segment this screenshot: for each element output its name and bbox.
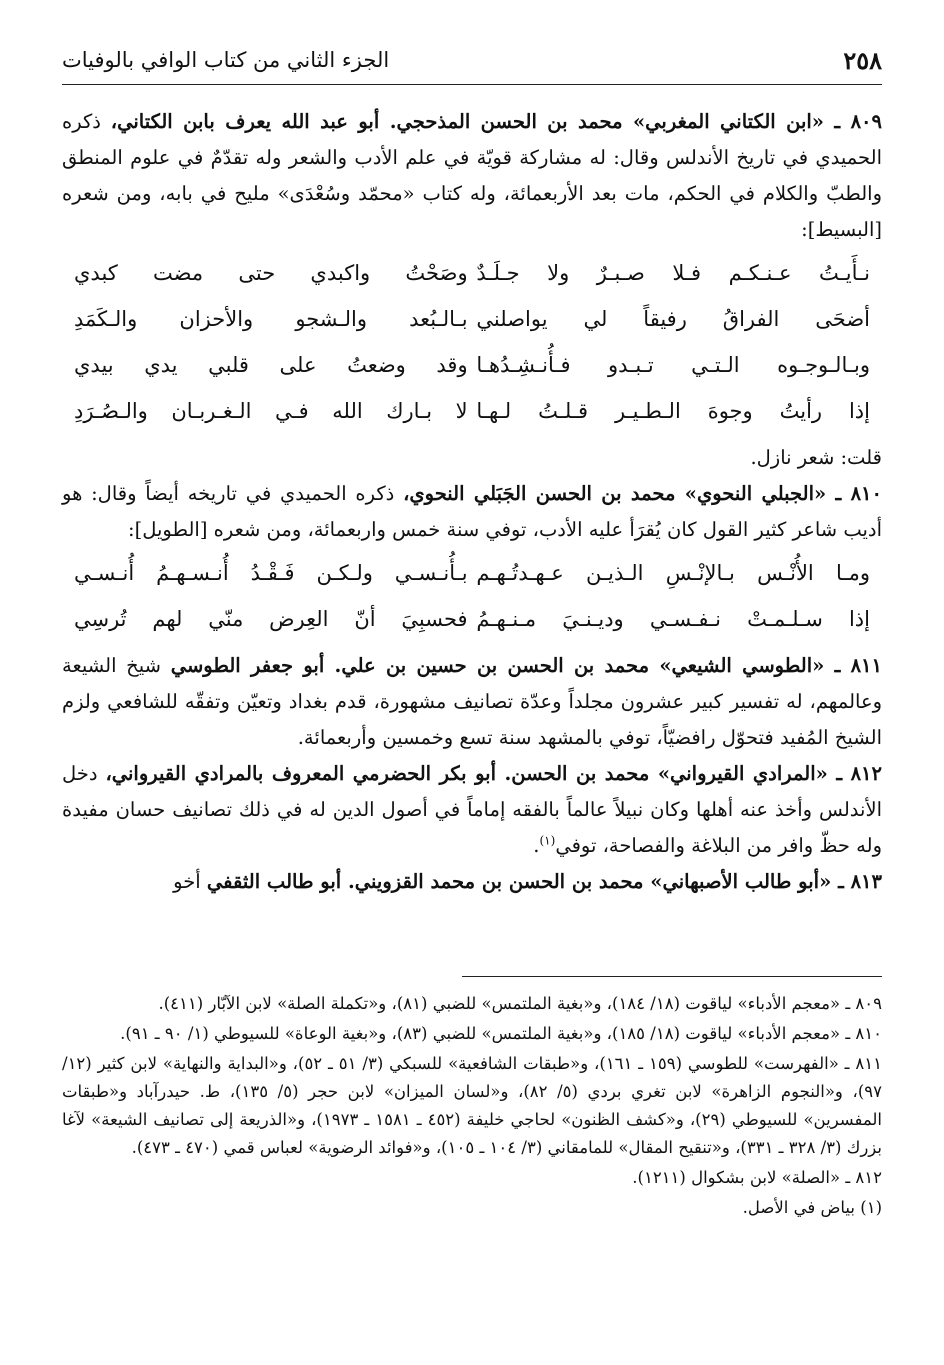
entry-813-text: أخو bbox=[173, 870, 207, 893]
entry-812-text: دخل الأندلس وأخذ عنه أهلها وكان نبيلاً عالماً بالفقه إماماً في أصول الدين له في ذلك تصانيف حسان مفيدة وله حظّ وافر من البلاغة والفصاحة، توفي bbox=[62, 762, 882, 857]
hemistich-right: أضحَى الفراقُ رفيقاً لي يواصلني bbox=[476, 307, 870, 331]
running-title: الجزء الثاني من كتاب الوافي بالوفيات bbox=[62, 48, 390, 72]
page-number: ٢٥٨ bbox=[843, 46, 882, 75]
entry-811 bbox=[62, 648, 882, 756]
entry-809-head: ٨٠٩ ـ «ابن الكتاني المغربي» محمد بن الحسن المذحجي. أبو عبد الله يعرف بابن الكتاني، bbox=[110, 110, 882, 133]
poem-810 bbox=[62, 550, 882, 642]
entry-812-head: ٨١٢ ـ «المرادي القيرواني» محمد بن الحسن. أبو بكر الحضرمي المعروف بالمرادي القيرواني، bbox=[105, 762, 882, 785]
hemistich-left: بـالـبُعد والـشجو والأحزان والـكَمَدِ bbox=[74, 307, 468, 331]
entry-809 bbox=[62, 104, 882, 248]
footnote-809: ٨٠٩ ـ «معجم الأدباء» لياقوت (١٨/ ١٨٤)، و«بغية الملتمس» للضبي (٨١)، و«تكملة الصلة» لابن الآبّار (٤١١). bbox=[158, 994, 882, 1013]
entry-809-text: ذكره الحميدي في تاريخ الأندلس وقال: له مشاركة قويّة في علم الأدب والشعر وله تقدّمٌ في علوم المنطق والطبّ والكلام في الحكم، مات بعد الأربعمائة، وله كتاب «محمّد وسُعْدَى» مليح في بابه، ومن شعره [البسيط]: bbox=[62, 110, 882, 241]
entry-809-comment: قلت: شعر نازل. bbox=[750, 446, 882, 469]
footnotes bbox=[62, 990, 882, 1224]
verse-809-3 bbox=[62, 342, 882, 388]
verse-809-2 bbox=[62, 296, 882, 342]
entry-813-head: ٨١٣ ـ «أبو طالب الأصبهاني» محمد بن الحسن بن محمد القزويني. أبو طالب الثقفي bbox=[206, 870, 882, 893]
footnote-marker: (١) bbox=[539, 833, 556, 848]
hemistich-right: إذا سـلـمـتْ نـفـسـي وديـنـيَ مـنـهـمُ bbox=[476, 607, 870, 631]
hemistich-left: فحسبِيَ أنّ العِرض منّي لهم تُرسِي bbox=[74, 607, 468, 631]
entry-810-head: ٨١٠ ـ «الجبلي النحوي» محمد بن الحسن الجَبَلي النحوي، bbox=[403, 482, 882, 505]
footnote-812: ٨١٢ ـ «الصلة» لابن بشكوال (١٢١١). bbox=[632, 1168, 882, 1187]
hemistich-left: لا بـارك الله فـي الـغـربـان والـصُـرَدِ bbox=[74, 399, 468, 423]
entry-810 bbox=[62, 476, 882, 548]
footnote-811: ٨١١ ـ «الفهرست» للطوسي (١٥٩ ـ ١٦١)، و«طبقات الشافعية» للسبكي (٣/ ٥١ ـ ٥٢)، و«البداية والنهاية» لابن كثير (١٢/ ٩٧)، و«النجوم الزاهرة» لابن تغري بردي (٥/ ٨٢)، و«لسان الميزان» لابن حجر (٥/ ١٣٥)، ط. حيدرآباد و«طبقات المفسرين» للسيوطي (٢٩)، و«كشف الظنون» لحاجي خليفة (٤٥٢ ـ ١٥٨١ ـ ١٩٧٣)، و«الذريعة إلى تصانيف الشيعة» لآغا بزرك (٣/ ٣٢٨ ـ ٣٣١)، و«تنقيح المقال» للمامقاني (٣/ ١٠٤ ـ ١٠٥)، و«فوائد الرضوية» لعباس قمي (٤٧٠ ـ ٤٧٣). bbox=[62, 1054, 883, 1157]
verse-810-1 bbox=[62, 550, 882, 596]
hemistich-left: وقد وضعتُ على قلبي يدي بيدي bbox=[74, 353, 468, 377]
entry-810-text: ذكره الحميدي في تاريخه أيضاً وقال: هو أديب شاعر كثير القول كان يُقرَأ عليه الأدب، توفي سنة خمس واربعمائة، ومن شعره [الطويل]: bbox=[62, 482, 882, 541]
main-text bbox=[62, 104, 882, 900]
entry-813 bbox=[62, 864, 882, 900]
hemistich-left: بـأُنـسـي ولـكـن فَـقْـدُ أُنـسـهـمُ أُنـسـي bbox=[74, 561, 468, 585]
hemistich-left: وصَحْتُ واكبدي حتى مضت كبدي bbox=[74, 261, 468, 285]
entry-812 bbox=[62, 756, 882, 864]
page-header bbox=[62, 40, 882, 85]
footnote-1: (١) بياض في الأصل. bbox=[742, 1198, 882, 1217]
hemistich-right: إذا رأيتُ وجوهَ الـطـيـر قـلـتُ لـهـا bbox=[476, 399, 870, 423]
entry-812-end: . bbox=[533, 834, 540, 857]
entry-811-text: شيخ الشيعة وعالمهم، له تفسير كبير عشرون مجلداً وعدّة تصانيف مشهورة، قدم بغداد وتعيّن وتفقّه للشافعي ولزم الشيخ المُفيد فتحوّل رافضيّاً، توفي بالمشهد سنة تسع وخمسين وأربعمائة. bbox=[62, 654, 882, 749]
poem-809 bbox=[62, 250, 882, 434]
verse-810-2 bbox=[62, 596, 882, 642]
verse-809-4 bbox=[62, 388, 882, 434]
hemistich-right: وبـالـوجـوه الـتـي تـبـدو فـأُنـشِـدُهـا bbox=[476, 353, 870, 377]
hemistich-right: ومـا الأُنْـس بـالإنْـسِ الـذيـن عـهـدتُـهـم bbox=[476, 561, 870, 585]
hemistich-right: نـأَيـتُ عـنـكـم فـلا صـبـرٌ ولا جـلَـدٌ bbox=[476, 261, 870, 285]
footnote-810: ٨١٠ ـ «معجم الأدباء» لياقوت (١٨/ ١٨٥)، و«بغية الملتمس» للضبي (٨٣)، و«بغية الوعاة» للسيوطي (١/ ٩٠ ـ ٩١). bbox=[120, 1024, 882, 1043]
entry-811-head: ٨١١ ـ «الطوسي الشيعي» محمد بن الحسن بن حسين بن علي. أبو جعفر الطوسي bbox=[170, 654, 882, 677]
footnote-divider bbox=[462, 976, 882, 977]
verse-809-1 bbox=[62, 250, 882, 296]
